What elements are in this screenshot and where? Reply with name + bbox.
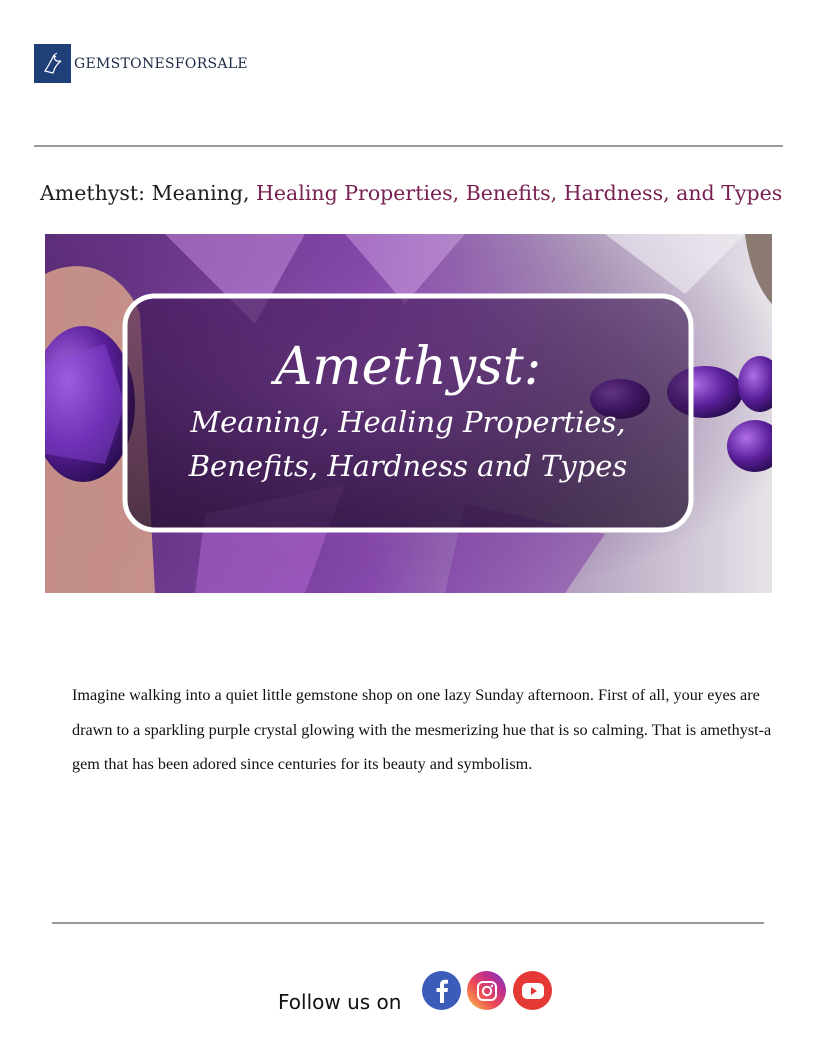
header-divider bbox=[34, 145, 783, 147]
bird-icon bbox=[34, 44, 71, 83]
title-plain: Amethyst: Meaning, bbox=[40, 181, 257, 205]
facebook-icon[interactable] bbox=[422, 971, 461, 1010]
follow-us-label: Follow us on bbox=[278, 990, 402, 1014]
title-accent: Healing Properties, Benefits, Hardness, and Types bbox=[256, 181, 783, 205]
hero-banner bbox=[45, 234, 772, 593]
instagram-icon[interactable] bbox=[467, 971, 506, 1010]
hero-subtitle-line2: Benefits, Hardness and Types bbox=[188, 449, 628, 483]
hero-title: Amethyst: bbox=[274, 337, 542, 397]
article-title bbox=[40, 181, 800, 205]
youtube-icon[interactable] bbox=[513, 971, 552, 1010]
hero-subtitle-line1: Meaning, Healing Properties, bbox=[190, 405, 626, 439]
site-logo[interactable] bbox=[34, 44, 248, 83]
footer-divider bbox=[52, 922, 764, 924]
brand-name: GEMSTONESFORSALE bbox=[74, 55, 248, 72]
intro-paragraph: Imagine walking into a quiet little gemstone shop on one lazy Sunday afternoon. First of all, your eyes are drawn to a sparkling purple crystal glowing with the mesmerizing hue that is so calming. That is amethyst-a gem that has been adored since centuries for its beauty and symbolism. bbox=[72, 686, 772, 774]
